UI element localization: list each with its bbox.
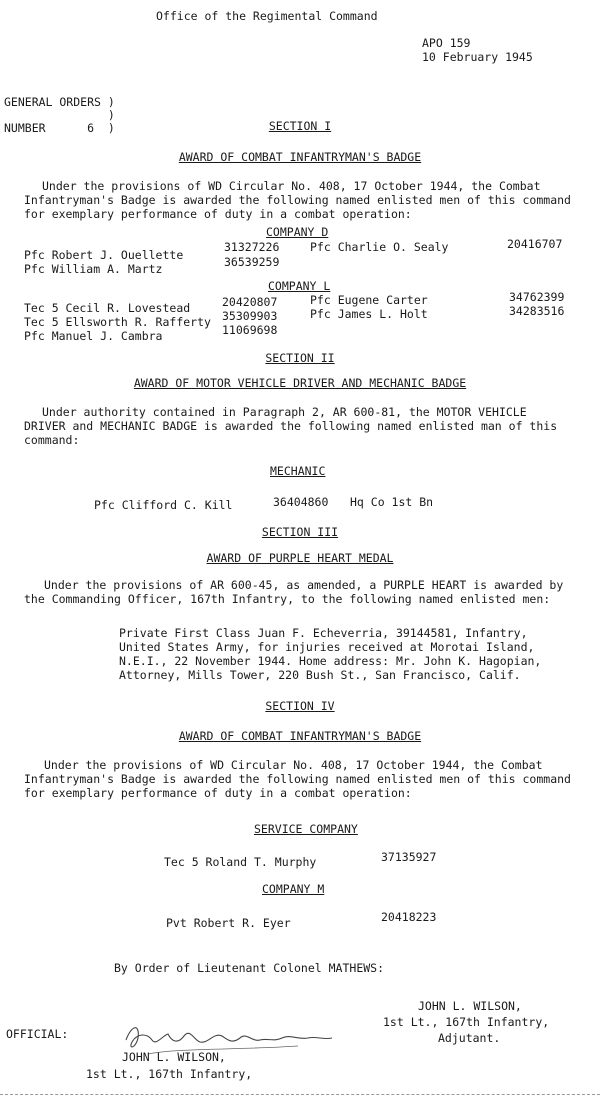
- serial-number: 34762399: [509, 290, 565, 304]
- serial-number: 37135927: [381, 850, 437, 864]
- section-3-title: AWARD OF PURPLE HEART MEDAL: [206, 551, 394, 565]
- official-label: OFFICIAL:: [6, 1027, 69, 1041]
- serial-number: 20420807: [222, 295, 278, 309]
- section-2-title: AWARD OF MOTOR VEHICLE DRIVER AND MECHANIC BADGE: [133, 376, 467, 390]
- service-company-heading: SERVICE COMPANY: [254, 822, 358, 836]
- section-1-heading: SECTION I: [268, 119, 332, 133]
- mechanic-heading: MECHANIC: [270, 464, 326, 478]
- section-3-heading: SECTION III: [261, 525, 339, 539]
- soldier-name: Pfc Robert J. Ouellette: [24, 248, 184, 262]
- serial-number: 11069698: [222, 323, 278, 337]
- soldier-name: Pfc James L. Holt: [310, 307, 428, 321]
- serial-number: 31327226: [224, 240, 280, 254]
- section-4-title: AWARD OF COMBAT INFANTRYMAN'S BADGE: [178, 729, 422, 743]
- section-2-para-line: command:: [24, 433, 80, 447]
- section-1-para-line: Infantryman's Badge is awarded the following named enlisted men of this command: [24, 193, 571, 207]
- section-1-para-line: for exemplary performance of duty in a combat operation:: [24, 207, 412, 221]
- section-3-para-line: Under the provisions of AR 600-45, as amended, a PURPLE HEART is awarded by: [44, 578, 564, 592]
- page-edge-line: [0, 1094, 600, 1095]
- soldier-name: Pfc Clifford C. Kill: [94, 498, 233, 512]
- soldier-name: Pfc Charlie O. Sealy: [310, 240, 449, 254]
- soldier-name: Tec 5 Cecil R. Lovestead: [24, 301, 191, 315]
- section-2-heading: SECTION II: [265, 351, 335, 365]
- company-l-heading: COMPANY L: [268, 279, 331, 293]
- soldier-name: Tec 5 Ellsworth R. Rafferty: [24, 315, 211, 329]
- company-m-heading: COMPANY M: [262, 882, 325, 896]
- section-2-para-line: DRIVER and MECHANIC BADGE is awarded the following named enlisted man of this: [24, 419, 558, 433]
- signatory-rank: 1st Lt., 167th Infantry,: [383, 1015, 550, 1029]
- serial-number: 36539259: [224, 255, 280, 269]
- by-order-line: By Order of Lieutenant Colonel MATHEWS:: [114, 961, 385, 975]
- section-1-para-line: Under the provisions of WD Circular No. 408, 17 October 1944, the Combat: [42, 179, 541, 193]
- apo-number: APO 159: [422, 36, 471, 50]
- soldier-name: Pfc William A. Martz: [24, 262, 163, 276]
- order-number: NUMBER 6 ): [4, 121, 115, 135]
- serial-number: 34283516: [509, 304, 565, 318]
- soldier-name: Pfc Eugene Carter: [310, 293, 428, 307]
- section-2-para-line: Under authority contained in Paragraph 2, AR 600-81, the MOTOR VEHICLE: [42, 405, 527, 419]
- order-date: 10 February 1945: [422, 50, 533, 64]
- signatory-name: JOHN L. WILSON,: [418, 999, 522, 1013]
- serial-number: 20416707: [507, 237, 563, 251]
- citation-line: United States Army, for injuries received at Morotai Island,: [119, 640, 535, 654]
- section-1-title: AWARD OF COMBAT INFANTRYMAN'S BADGE: [178, 150, 422, 164]
- soldier-name: Pfc Manuel J. Cambra: [24, 329, 163, 343]
- unit-name: Hq Co 1st Bn: [350, 495, 434, 509]
- official-name: JOHN L. WILSON,: [122, 1050, 226, 1064]
- section-4-para-line: Under the provisions of WD Circular No. 408, 17 October 1944, the Combat: [44, 758, 543, 772]
- soldier-name: Tec 5 Roland T. Murphy: [164, 855, 317, 869]
- general-orders-label: GENERAL ORDERS ): [4, 95, 115, 109]
- soldier-name: Pvt Robert R. Eyer: [166, 916, 291, 930]
- citation-line: Private First Class Juan F. Echeverria, 39144581, Infantry,: [119, 626, 528, 640]
- citation-line: N.E.I., 22 November 1944. Home address: Mr. John K. Hagopian,: [119, 654, 542, 668]
- office-heading: Office of the Regimental Command: [156, 9, 378, 23]
- general-orders-bracket: ): [4, 108, 115, 122]
- section-4-heading: SECTION IV: [265, 699, 335, 713]
- serial-number: 35309903: [222, 309, 278, 323]
- section-3-para-line: the Commanding Officer, 167th Infantry, to the following named enlisted men:: [24, 592, 551, 606]
- serial-number: 36404860: [273, 495, 329, 509]
- signatory-title: Adjutant.: [438, 1031, 501, 1045]
- section-4-para-line: for exemplary performance of duty in a combat operation:: [24, 786, 412, 800]
- serial-number: 20418223: [381, 910, 437, 924]
- company-d-heading: COMPANY D: [266, 225, 329, 239]
- official-rank: 1st Lt., 167th Infantry,: [86, 1067, 253, 1081]
- citation-line: Attorney, Mills Tower, 220 Bush St., San Francisco, Calif.: [119, 668, 521, 682]
- section-4-para-line: Infantryman's Badge is awarded the following named enlisted men of this command: [24, 772, 571, 786]
